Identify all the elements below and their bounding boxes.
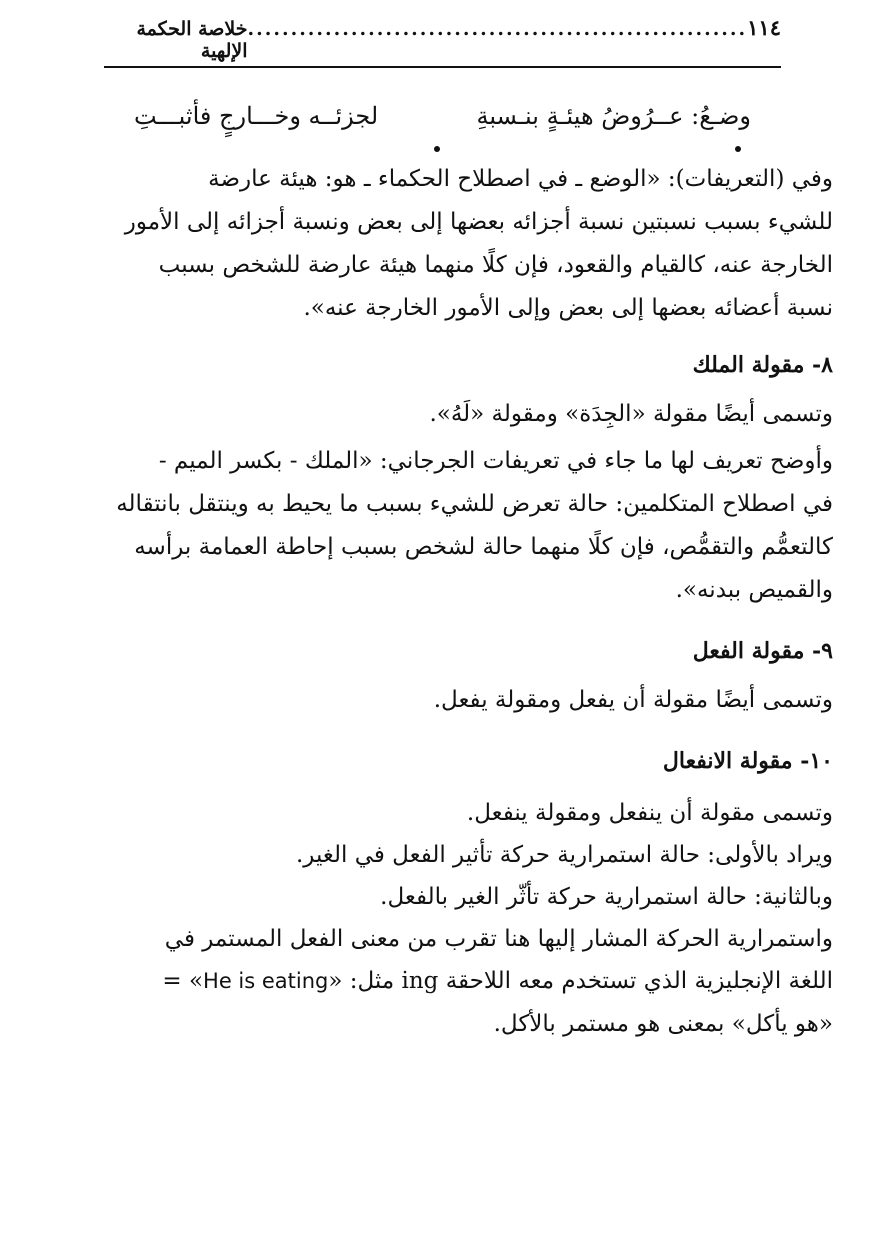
section-heading-8: ٨- مقولة الملك — [692, 352, 833, 378]
header-leader-dots: .......................................................... — [247, 18, 748, 40]
section-heading-9: ٩- مقولة الفعل — [692, 638, 833, 664]
s10-para-line-2-arabic: اللغة الإنجليزية الذي تستخدم معه اللاحقة ing مثل: « — [328, 968, 833, 994]
s10-para-line-1: واستمرارية الحركة المشار إليها هنا تقرب من معنى الفعل المستمر في — [164, 926, 833, 952]
s10-para-line-2-end: » = — [162, 968, 204, 994]
intro-line-2: للشيء بسبب نسبتين نسبة أجزائه بعضها إلى بعض ونسبة أجزائه إلى الأمور — [124, 209, 833, 235]
page-number: ١١٤ — [747, 15, 781, 40]
s10-para-line-2 — [104, 960, 833, 1003]
s8-para-line-1: وأوضح تعريف لها ما جاء في تعريفات الجرجاني: «الملك - بكسر الميم - — [158, 448, 833, 474]
verse-hemistich-2: لجزئــه وخـــارجٍ فأثبـــتِ — [134, 102, 379, 130]
running-title-group — [104, 15, 781, 62]
verse-dot-mark — [735, 146, 741, 152]
intro-line-3: الخارجة عنه، كالقيام والقعود، فإن كلًا منهما هيئة عارضة للشخص بسبب — [158, 252, 833, 278]
intro-line-1: وفي (التعريفات): «الوضع ـ في اصطلاح الحكماء ـ هو: هيئة عارضة — [208, 166, 833, 192]
s8-para-line-2: في اصطلاح المتكلمين: حالة تعرض للشيء بسبب ما يحيط به وينتقل بانتقاله — [116, 491, 833, 517]
s8-para-line-3: كالتعمُّم والتقمُّص، فإن كلًا منهما حالة لشخص بسبب إحاطة العمامة برأسه — [134, 534, 833, 560]
english-example: He is eating — [203, 969, 329, 993]
s10-line-1: وتسمى مقولة أن ينفعل ومقولة ينفعل. — [466, 800, 833, 826]
verse-dot-mark — [434, 146, 440, 152]
s8-para-line-4: والقميص ببدنه». — [675, 577, 833, 603]
verse-hemistich-1: وضـعُ: عــرُوضُ هيئـةٍ بنـسبةِ — [476, 102, 751, 130]
intro-line-4: نسبة أعضائه بعضها إلى بعض وإلى الأمور الخارجة عنه». — [303, 295, 833, 321]
section-heading-10: ١٠- مقولة الانفعال — [662, 748, 833, 774]
running-title: خلاصة الحكمة الإلهية — [136, 18, 248, 62]
page-header — [104, 15, 781, 68]
s10-line-3: وبالثانية: حالة استمرارية حركة تأثّر الغير بالفعل. — [380, 884, 833, 910]
s9-line-1: وتسمى أيضًا مقولة أن يفعل ومقولة يفعل. — [433, 687, 833, 713]
s8-line-1: وتسمى أيضًا مقولة «الجِدَة» ومقولة «لَهُ». — [429, 401, 833, 427]
s10-para-line-3: «هو يأكل» بمعنى هو مستمر بالأكل. — [493, 1011, 833, 1037]
verse-line — [104, 100, 781, 144]
s10-line-2: ويراد بالأولى: حالة استمرارية حركة تأثير الفعل في الغير. — [295, 842, 833, 868]
